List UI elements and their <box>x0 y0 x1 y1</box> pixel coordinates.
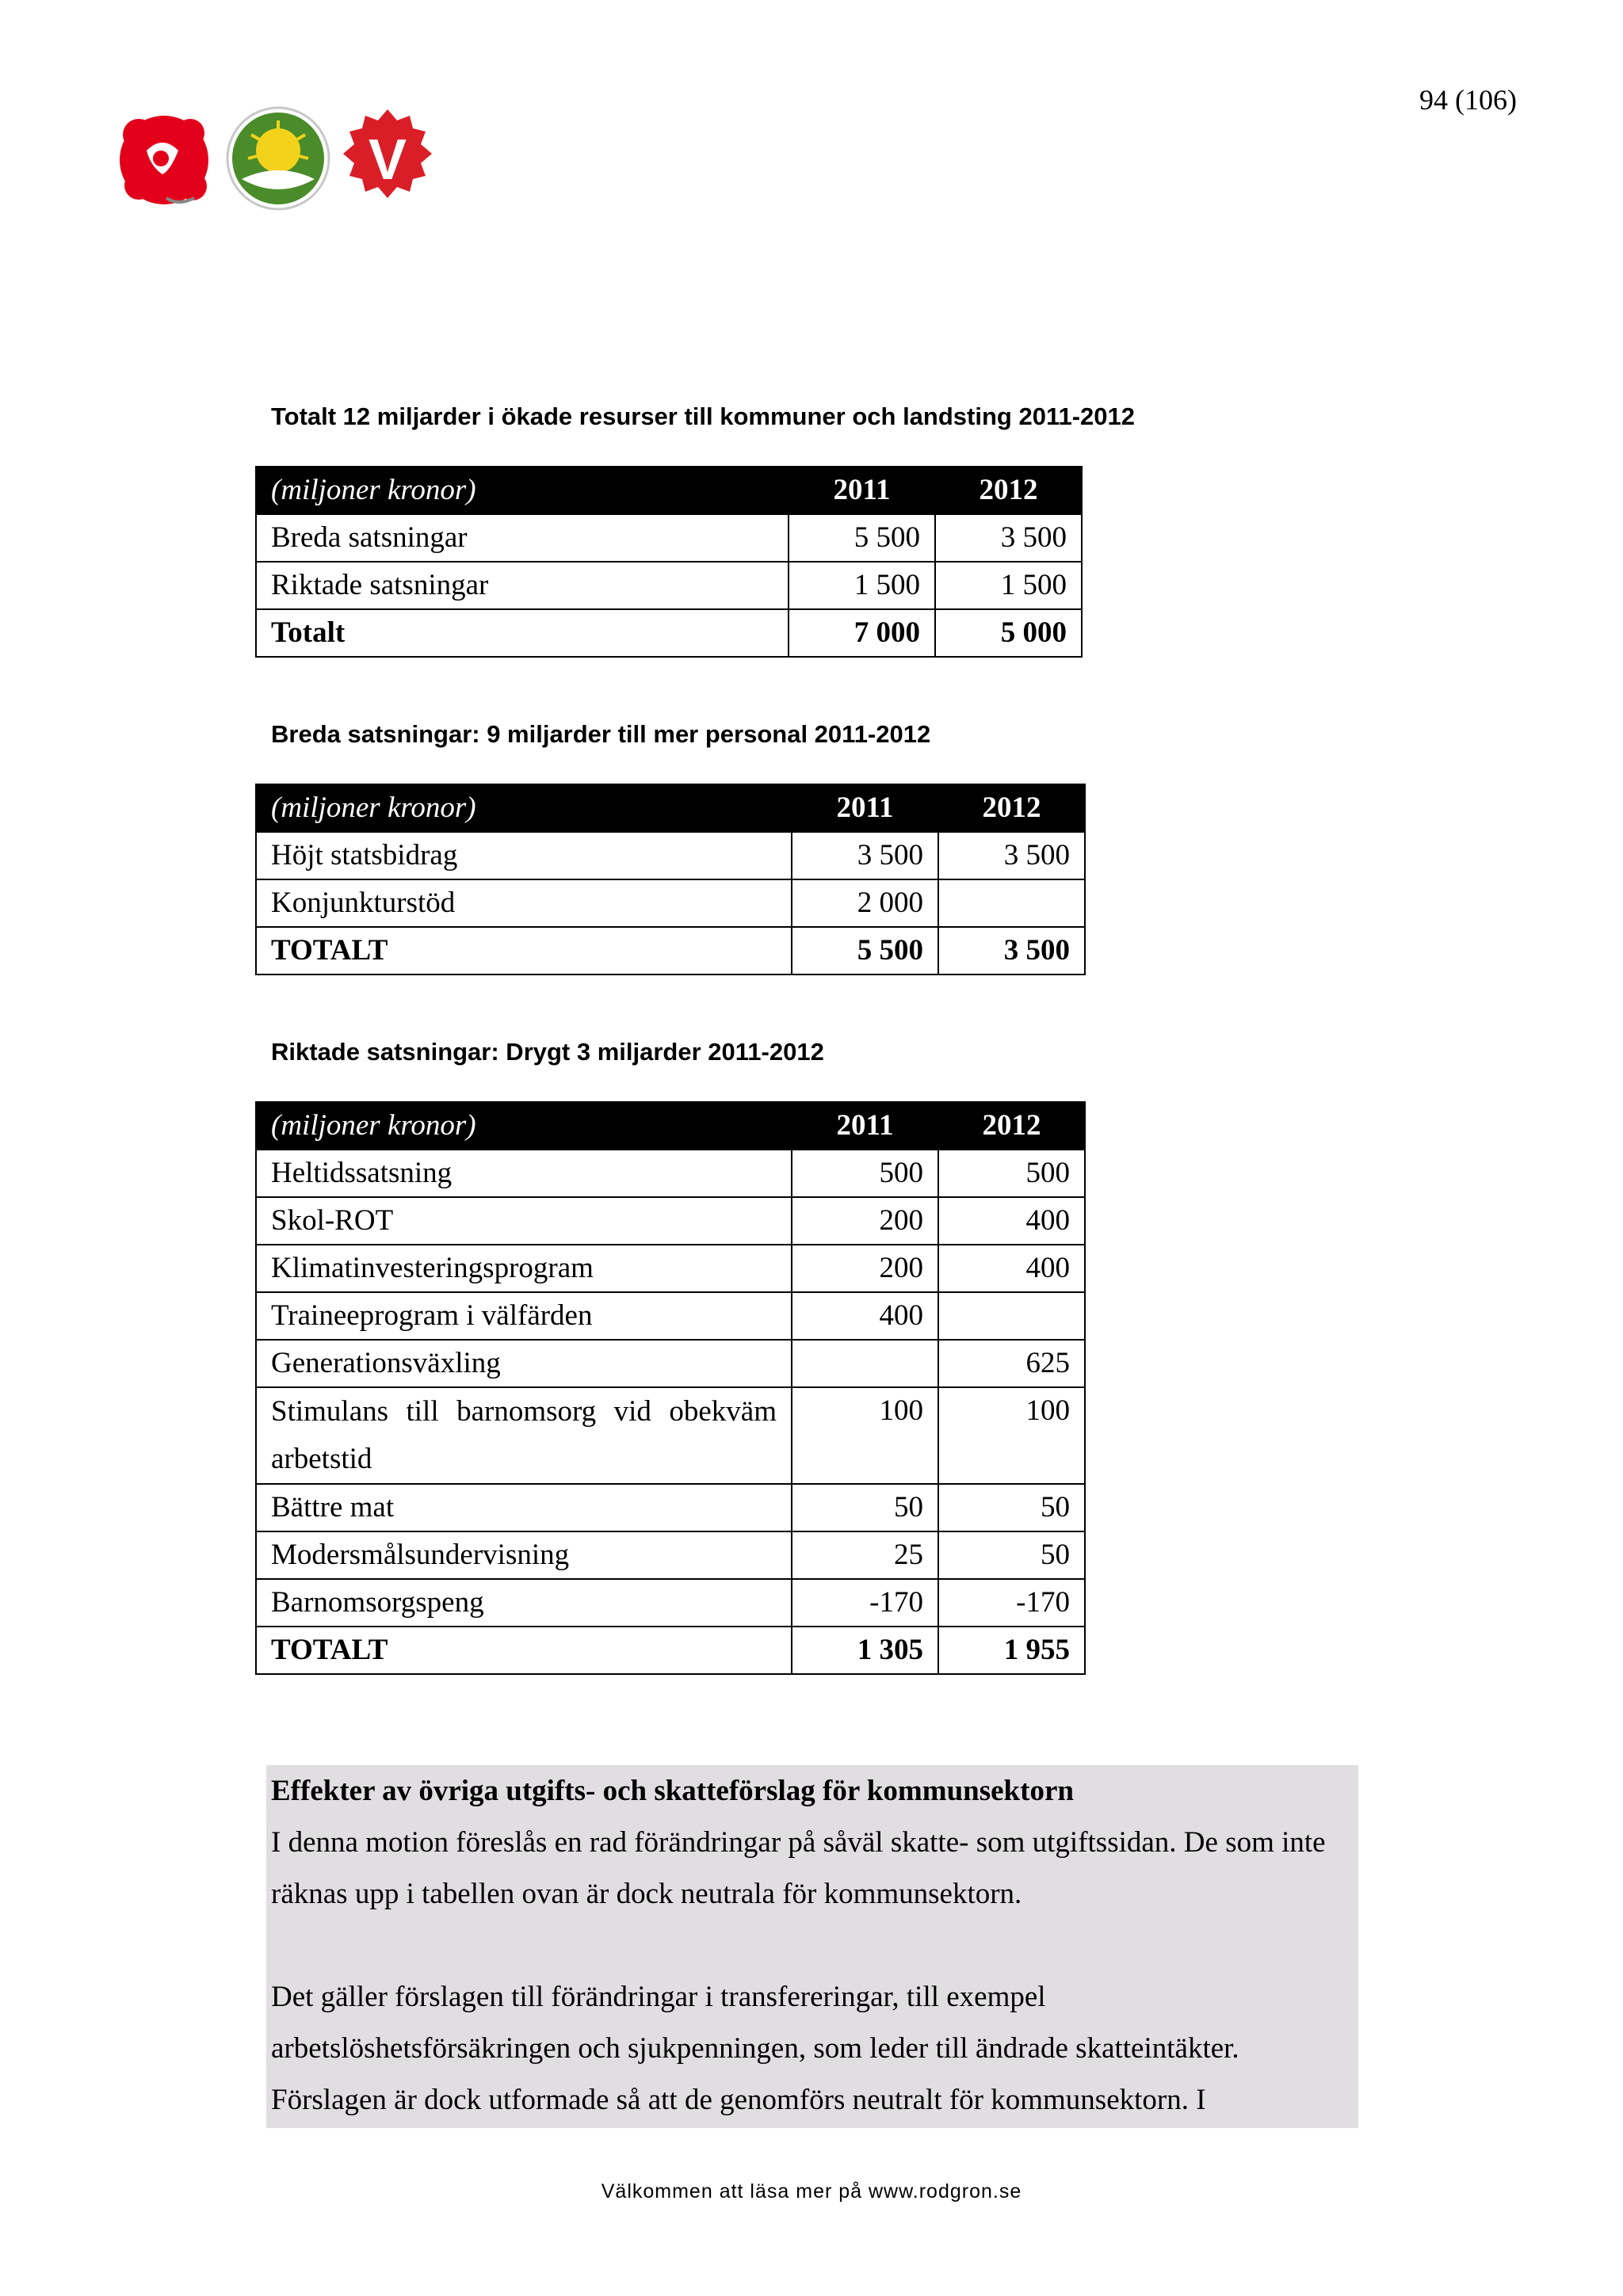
table-total-row <box>256 609 1082 657</box>
total-value-2012: 5 000 <box>935 609 1082 657</box>
table-row <box>256 1484 1085 1531</box>
table-1-title: Totalt 12 miljarder i ökade resurser till kommuner och landsting 2011-2012 <box>271 402 1135 430</box>
table-total-row <box>256 927 1085 974</box>
table-row <box>256 1340 1085 1387</box>
row-value-2012 <box>938 1292 1085 1340</box>
row-label: Höjt statsbidrag <box>256 832 792 879</box>
table-total-row <box>256 1627 1085 1674</box>
row-value-2011: -170 <box>792 1579 938 1627</box>
total-value-2011: 1 305 <box>792 1627 938 1674</box>
header-year-2012: 2012 <box>935 467 1082 514</box>
row-value-2011: 100 <box>792 1387 938 1484</box>
row-label: Breda satsningar <box>256 514 789 562</box>
table-1 <box>255 466 1083 658</box>
total-value-2011: 7 000 <box>789 609 935 657</box>
table-header-row <box>256 784 1085 832</box>
row-value-2012: -170 <box>938 1579 1085 1627</box>
total-value-2012: 1 955 <box>938 1627 1085 1674</box>
total-value-2011: 5 500 <box>792 927 938 974</box>
row-label: Bättre mat <box>256 1484 792 1531</box>
row-label: Barnomsorgspeng <box>256 1579 792 1627</box>
row-value-2011: 500 <box>792 1150 938 1197</box>
table-2 <box>255 784 1086 975</box>
table-row <box>256 1292 1085 1340</box>
effects-paragraph-line: räknas upp i tabellen ovan är dock neutrala för kommunsektorn. <box>271 1878 1022 1910</box>
dandelion-logo-icon <box>227 108 329 209</box>
row-value-2011: 2 000 <box>792 879 938 927</box>
rose-logo-icon <box>120 116 208 204</box>
row-value-2012: 500 <box>938 1150 1085 1197</box>
row-label: Konjunkturstöd <box>256 879 792 927</box>
row-value-2011: 3 500 <box>792 832 938 879</box>
row-value-2011: 50 <box>792 1484 938 1531</box>
table-row <box>256 879 1085 927</box>
table-row <box>256 1197 1085 1245</box>
row-label: Skol-ROT <box>256 1197 792 1245</box>
total-value-2012: 3 500 <box>938 927 1085 974</box>
table-row <box>256 1245 1085 1292</box>
effects-paragraph-line: arbetslöshetsförsäkringen och sjukpenningen, som leder till ändrade skatteintäkter. <box>271 2032 1239 2065</box>
header-year-2011: 2011 <box>792 784 938 832</box>
page-number: 94 (106) <box>1419 84 1517 116</box>
effects-paragraph-line: I denna motion föreslås en rad förändringar på såväl skatte- som utgiftssidan. De som inte <box>271 1826 1326 1859</box>
row-value-2012: 100 <box>938 1387 1085 1484</box>
header-unit-label: (miljoner kronor) <box>256 784 792 832</box>
row-value-2011: 200 <box>792 1197 938 1245</box>
total-label: TOTALT <box>256 1627 792 1674</box>
paragraph-gap <box>271 1920 1358 1971</box>
table-2-title: Breda satsningar: 9 miljarder till mer personal 2011-2012 <box>271 720 931 748</box>
effects-paragraph-line: Förslagen är dock utformade så att de genomförs neutralt för kommunsektorn. I <box>271 2084 1206 2116</box>
total-label: TOTALT <box>256 927 792 974</box>
table-header-row <box>256 467 1082 514</box>
table-3-title: Riktade satsningar: Drygt 3 miljarder 2011-2012 <box>271 1038 824 1066</box>
table-row <box>256 1150 1085 1197</box>
row-value-2011: 5 500 <box>789 514 935 562</box>
row-label: Heltidssatsning <box>256 1150 792 1197</box>
table-header-row <box>256 1102 1085 1150</box>
row-value-2011: 400 <box>792 1292 938 1340</box>
row-label: Stimulans till barnomsorg vid obekväm arbetstid <box>256 1387 792 1484</box>
effects-title: Effekter av övriga utgifts- och skatteförslag för kommunsektorn <box>271 1775 1074 1807</box>
table-row <box>256 562 1082 609</box>
table-row <box>256 832 1085 879</box>
table-3 <box>255 1101 1086 1675</box>
effects-paragraph-line: Det gäller förslagen till förändringar i transfereringar, till exempel <box>271 1981 1046 2013</box>
header-year-2011: 2011 <box>789 467 935 514</box>
row-value-2012: 3 500 <box>935 514 1082 562</box>
party-logos <box>115 103 448 214</box>
row-value-2012: 400 <box>938 1245 1085 1292</box>
row-label: Klimatinvesteringsprogram <box>256 1245 792 1292</box>
table-row <box>256 1387 1085 1484</box>
header-year-2012: 2012 <box>938 1102 1085 1150</box>
row-value-2012: 400 <box>938 1197 1085 1245</box>
row-value-2012: 50 <box>938 1484 1085 1531</box>
row-value-2011 <box>792 1340 938 1387</box>
row-value-2012: 3 500 <box>938 832 1085 879</box>
header-year-2012: 2012 <box>938 784 1085 832</box>
header-unit-label: (miljoner kronor) <box>256 467 789 514</box>
table-row <box>256 1531 1085 1579</box>
table-row <box>256 514 1082 562</box>
svg-text:V: V <box>368 128 407 192</box>
row-label: Generationsväxling <box>256 1340 792 1387</box>
row-value-2011: 200 <box>792 1245 938 1292</box>
row-value-2011: 25 <box>792 1531 938 1579</box>
carnation-logo-icon <box>343 109 432 198</box>
row-value-2012 <box>938 879 1085 927</box>
header-unit-label: (miljoner kronor) <box>256 1102 792 1150</box>
row-value-2012: 1 500 <box>935 562 1082 609</box>
footer-text: Välkommen att läsa mer på www.rodgron.se <box>601 2180 1022 2203</box>
table-row <box>256 1579 1085 1627</box>
header-year-2011: 2011 <box>792 1102 938 1150</box>
row-label: Riktade satsningar <box>256 562 789 609</box>
row-value-2012: 625 <box>938 1340 1085 1387</box>
total-label: Totalt <box>256 609 789 657</box>
row-value-2012: 50 <box>938 1531 1085 1579</box>
row-value-2011: 1 500 <box>789 562 935 609</box>
row-label: Traineeprogram i välfärden <box>256 1292 792 1340</box>
row-label: Modersmålsundervisning <box>256 1531 792 1579</box>
effects-box <box>266 1765 1358 2128</box>
